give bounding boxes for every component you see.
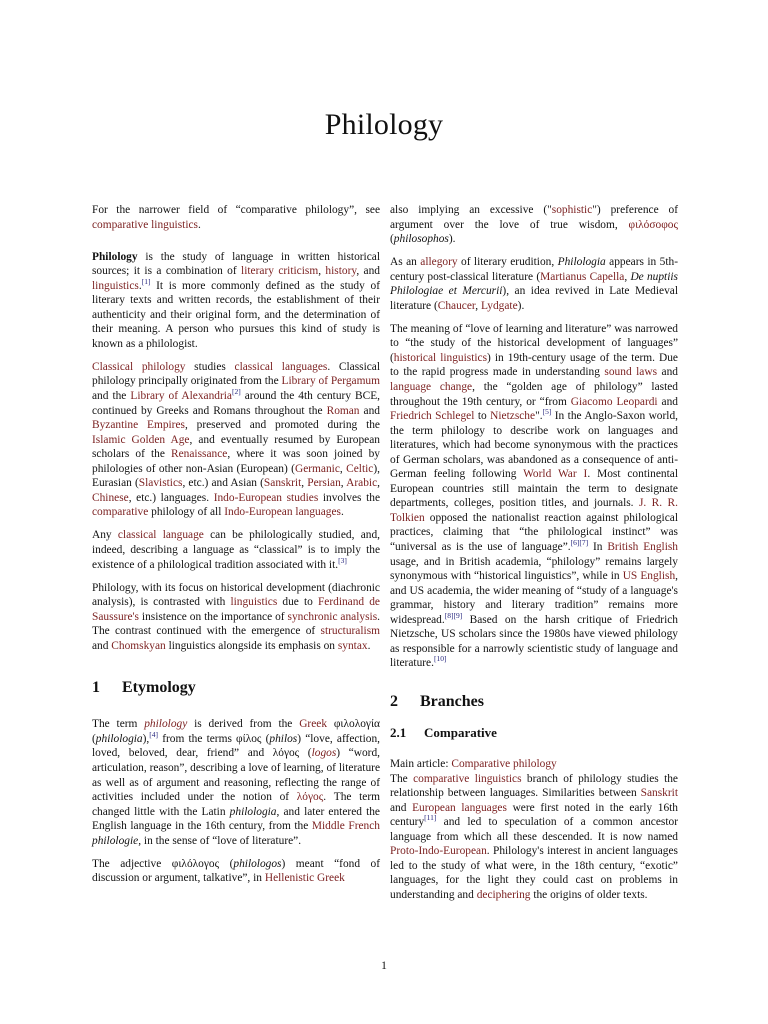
text: ) “word, articulation, reason”, describing a love of learning, of literature as well as of argument and reasoning, reflecting the range of activities included under the notion of: [92, 747, 380, 804]
text: can be philologically studied, and, indeed, describing a language as “classical” is to imply the existence of a philological tradition associated with it.: [92, 529, 380, 571]
text: , in the sense of “love of literature”.: [138, 834, 302, 847]
link-structuralism[interactable]: structuralism: [320, 625, 380, 638]
link-synchronic-analysis[interactable]: synchronic analysis: [287, 610, 378, 623]
text: ,: [377, 477, 381, 490]
link-arabic[interactable]: Arabic: [346, 477, 378, 490]
section-heading-branches: [390, 693, 678, 711]
text: usage, and in British academia, “philology” remains largely synonymous with “historical linguistics”, while in: [390, 555, 678, 583]
text: and the: [92, 390, 131, 403]
text: and: [657, 395, 678, 408]
link-linguistics[interactable]: linguistics: [230, 596, 278, 609]
text: . Classical philology principally originated from the: [92, 360, 381, 388]
link-celtic[interactable]: Celtic: [346, 462, 374, 475]
link-nietzsche[interactable]: Nietzsche: [490, 410, 536, 423]
link-chinese[interactable]: Chinese: [92, 491, 129, 504]
link-syntax[interactable]: syntax: [337, 639, 368, 652]
text: Main article:: [390, 757, 452, 770]
link-literary-criticism[interactable]: literary criticism: [241, 265, 319, 278]
citation-link[interactable]: [6][7]: [570, 538, 589, 548]
text: ,: [301, 477, 308, 490]
text: ,: [624, 270, 631, 283]
link-deciphering[interactable]: deciphering: [476, 888, 531, 901]
main-article-note: [390, 757, 678, 772]
link-logos-greek[interactable]: λόγος: [296, 791, 324, 804]
paragraph-allegory: [390, 255, 678, 313]
text: .: [340, 506, 344, 519]
text: ,: [339, 462, 347, 475]
link-language-change[interactable]: language change: [390, 381, 473, 394]
text: ).: [517, 299, 525, 312]
subsection-heading-comparative: [390, 725, 678, 741]
text: ), Eurasian (: [92, 462, 380, 490]
text: The term: [92, 718, 145, 731]
link-european-languages[interactable]: European languages: [412, 801, 507, 814]
link-germanic[interactable]: Germanic: [294, 462, 340, 475]
text: insistence on the importance of: [138, 610, 288, 623]
link-sophistic[interactable]: sophistic: [551, 204, 593, 216]
text: were first noted in the early 16th century: [390, 801, 679, 829]
italic-term: philosophos: [393, 233, 449, 246]
link-roman[interactable]: Roman: [326, 404, 360, 417]
link-islamic-golden-age[interactable]: Islamic Golden Age: [92, 433, 190, 446]
text: , the “golden age of philology” lasted throughout the 19th century, or “from: [390, 381, 679, 408]
paragraph-classical-language: [92, 528, 380, 572]
text: In the Anglo-Saxon world, the term philology to describe work on languages and literatures, which had become synonymous with the practices of German scholars, was abandoned as a consequence of anti-German feeling following: [390, 410, 679, 481]
link-proto-indo-european[interactable]: Proto-Indo-European: [390, 845, 487, 858]
subsection-number: 2.1: [390, 724, 407, 740]
citation-link[interactable]: [3]: [338, 555, 347, 565]
link-library-of-pergamum[interactable]: Library of Pergamum: [281, 375, 380, 388]
text: branch of philology studies the relationship between languages. Similarities between: [390, 772, 678, 800]
link-library-of-alexandria[interactable]: Library of Alexandria: [130, 390, 232, 403]
text: The meaning of “love of learning and literature” was narrowed to “the study of the historical development of languages” (: [390, 322, 678, 364]
text: . The contrast continued with the emergence of: [92, 610, 380, 638]
paragraph-comparative: [390, 772, 678, 903]
paragraph-meaning: [390, 322, 678, 671]
subsection-title: Comparative: [424, 724, 497, 740]
link-us-english[interactable]: US English: [622, 570, 676, 583]
italic-term: De nuptiis Philologiae et Mercurii: [390, 270, 678, 298]
text: and led to speculation of a common ancestor language from which all these descended. It is now named: [390, 816, 678, 843]
text: linguistics alongside its emphasis on: [165, 639, 338, 652]
text: ".: [535, 410, 543, 423]
link-lydgate[interactable]: Lydgate: [480, 299, 518, 312]
link-persian[interactable]: Persian: [307, 477, 341, 490]
link-classical-language[interactable]: classical language: [117, 529, 204, 542]
text: also implying an excessive (": [390, 204, 552, 216]
text: , and later entered the English language in the 16th century, from the: [92, 805, 380, 833]
text: .: [367, 639, 371, 652]
link-middle-french[interactable]: Middle French: [311, 820, 381, 833]
paragraph-continued: [390, 203, 678, 247]
section-title: Etymology: [122, 679, 196, 697]
page-title: Philology: [324, 108, 444, 141]
text: In: [588, 541, 608, 554]
link-sanskrit[interactable]: Sanskrit: [263, 477, 302, 490]
citation-link[interactable]: [5]: [542, 407, 552, 417]
paragraph-classical: [92, 360, 380, 520]
section-number: 1: [92, 679, 100, 697]
section-title: Branches: [420, 692, 484, 710]
italic-term: philologia: [229, 805, 277, 818]
text: and: [92, 639, 112, 652]
paragraph-diachronic: [92, 581, 380, 654]
text: .: [197, 218, 201, 231]
text: and: [390, 801, 413, 814]
text: The adjective φιλόλογος (: [92, 857, 234, 870]
link-philosophos-greek[interactable]: φιλόσοφος: [628, 218, 678, 231]
paragraph-intro: [92, 250, 380, 352]
page-number: 1: [381, 960, 387, 972]
link-martianus-capella[interactable]: Martianus Capella: [540, 270, 625, 283]
text: the origins of older texts.: [530, 888, 648, 901]
link-comparative-linguistics[interactable]: comparative linguistics: [92, 218, 198, 231]
text: studies: [185, 360, 235, 373]
bold-term: Philology: [92, 250, 138, 263]
citation-link[interactable]: [11]: [424, 813, 437, 823]
link-sanskrit[interactable]: Sanskrit: [640, 787, 678, 800]
link-ferdinand-de-saussure[interactable]: Ferdinand de Saussure's: [92, 596, 380, 623]
text: philology of all: [148, 506, 225, 519]
link-allegory[interactable]: allegory: [420, 256, 458, 269]
link-friedrich-schlegel[interactable]: Friedrich Schlegel: [390, 410, 475, 423]
link-logos[interactable]: logos: [311, 747, 337, 760]
text: around the 4th century BCE, continued by Greeks and Romans throughout the: [92, 390, 381, 417]
link-tolkien[interactable]: J. R. R. Tolkien: [390, 497, 678, 524]
text: ,: [475, 299, 481, 312]
paragraph-adjective: [92, 857, 380, 886]
text: involves the: [318, 491, 380, 504]
text: , preserved and promoted during the: [184, 419, 380, 432]
citation-link[interactable]: [10]: [433, 654, 447, 664]
text: (: [390, 233, 394, 246]
text: Philology, with its focus on historical development (diachronic analysis), is contrasted with: [92, 581, 380, 609]
link-byzantine-empires[interactable]: Byzantine Empires: [92, 419, 185, 432]
text: ), an idea revived in Late Medieval literature (: [390, 285, 678, 312]
text: Based on the harsh critique of Friedrich Nietzsche, US scholars since the 1980s have viewed philology as responsible for a narrowly scientistic study of language and literature.: [390, 613, 678, 670]
link-philology[interactable]: philology: [144, 718, 188, 731]
text: is the study of language in written historical sources; it is a combination of: [92, 250, 380, 278]
link-greek[interactable]: Greek: [299, 718, 328, 731]
link-comparative-linguistics[interactable]: comparative linguistics: [413, 772, 522, 785]
link-sound-laws[interactable]: sound laws: [604, 366, 658, 379]
link-indo-european-languages[interactable]: Indo-European languages: [224, 506, 341, 519]
link-giacomo-leopardi[interactable]: Giacomo Leopardi: [570, 395, 658, 408]
section-number: 2: [390, 692, 398, 710]
text: . Philology's interest in ancient languages led to the study of what were, in the 18th century, “exotic” languages, for the light they could cast on problems in understanding and: [390, 845, 678, 901]
text: ) in 19th-century usage of the term. Due to the rapid progress made in understanding: [390, 351, 678, 379]
italic-term: philologia: [95, 732, 143, 745]
link-slavistics[interactable]: Slavistics: [138, 477, 183, 490]
text: appears in 5th-century post-classical literature (: [390, 256, 678, 283]
text: . Most continental European countries still maintain the term to designate departments, colleges, position titles, and journals.: [390, 468, 678, 510]
left-column: [92, 203, 380, 894]
link-comparative[interactable]: comparative: [92, 506, 149, 519]
paragraph-etymology: [92, 717, 380, 848]
text: is derived from the: [187, 718, 300, 731]
text: due to: [277, 596, 318, 609]
link-chomskyan[interactable]: Chomskyan: [111, 639, 166, 652]
text: and: [359, 404, 380, 417]
text: , and: [356, 265, 381, 278]
italic-term: philologos: [233, 857, 282, 870]
text: ,: [340, 477, 347, 490]
section-heading-etymology: [92, 679, 380, 697]
link-indo-european-studies[interactable]: Indo-European studies: [213, 491, 319, 504]
italic-term: Philologia: [557, 256, 606, 269]
text: and: [657, 366, 678, 379]
link-hellenistic-greek[interactable]: Hellenistic Greek: [264, 872, 345, 885]
text: to: [474, 410, 491, 423]
text: Any: [92, 529, 118, 542]
link-chaucer[interactable]: Chaucer: [437, 299, 476, 312]
link-british-english[interactable]: British English: [607, 541, 678, 554]
text: .: [138, 279, 142, 292]
link-history[interactable]: history: [325, 265, 357, 278]
text: It is more commonly defined as the study of literary texts and written records, the establishment of their authenticity and their original form, and the determination of their meaning. A person who pursues this kind of study is known as a philologist.: [92, 279, 380, 350]
citation-link[interactable]: [8][9]: [444, 610, 463, 620]
text: , etc.) languages.: [128, 491, 214, 504]
right-column: [390, 203, 678, 911]
text: , where it was soon joined by philologies of other non-Asian (European) (: [92, 448, 380, 475]
link-comparative-philology[interactable]: Comparative philology: [451, 757, 557, 770]
text: from the terms φίλος (: [158, 732, 270, 745]
text: As an: [390, 256, 421, 269]
citation-link[interactable]: [4]: [149, 730, 159, 740]
text: ,: [318, 265, 326, 278]
link-historical-linguistics[interactable]: historical linguistics: [393, 351, 488, 364]
link-renaissance[interactable]: Renaissance: [171, 448, 228, 461]
text: opposed the nationalist reaction against philological practices, claiming that “the philological instinct” was “universal as is the use of language”.: [390, 511, 678, 554]
text: . The term changed little with the Latin: [92, 791, 380, 818]
text: ).: [448, 233, 456, 246]
text: , etc.) and Asian (: [182, 477, 264, 490]
hatnote-text: For the narrower field of “comparative philology”, see: [92, 204, 380, 216]
italic-term: philologie: [92, 834, 139, 847]
text: , and eventually resumed by European scholars of the: [92, 433, 380, 461]
link-linguistics[interactable]: linguistics: [92, 279, 139, 292]
text: ) “love, affection, loved, beloved, dear, friend” and λόγος (: [92, 732, 380, 760]
link-classical-languages[interactable]: classical languages: [234, 360, 328, 373]
link-classical-philology[interactable]: Classical philology: [92, 360, 186, 373]
text: , and US academia, the wider meaning of “study of a language's grammar, history and literary tradition” remains more widespread.: [390, 570, 678, 626]
hatnote: [92, 203, 380, 232]
text: φιλολογία (: [92, 718, 380, 745]
text: ),: [142, 732, 150, 745]
text: ) meant “fond of discussion or argument, talkative”, in: [92, 857, 381, 885]
text: of literary erudition,: [457, 256, 558, 269]
text: ") preference of argument over the love of true wisdom,: [390, 204, 678, 231]
italic-term: philos: [269, 732, 298, 745]
citation-link[interactable]: [1]: [141, 276, 151, 286]
text: The: [390, 772, 414, 785]
link-world-war-i[interactable]: World War I: [523, 468, 588, 481]
citation-link[interactable]: [2]: [232, 387, 241, 397]
